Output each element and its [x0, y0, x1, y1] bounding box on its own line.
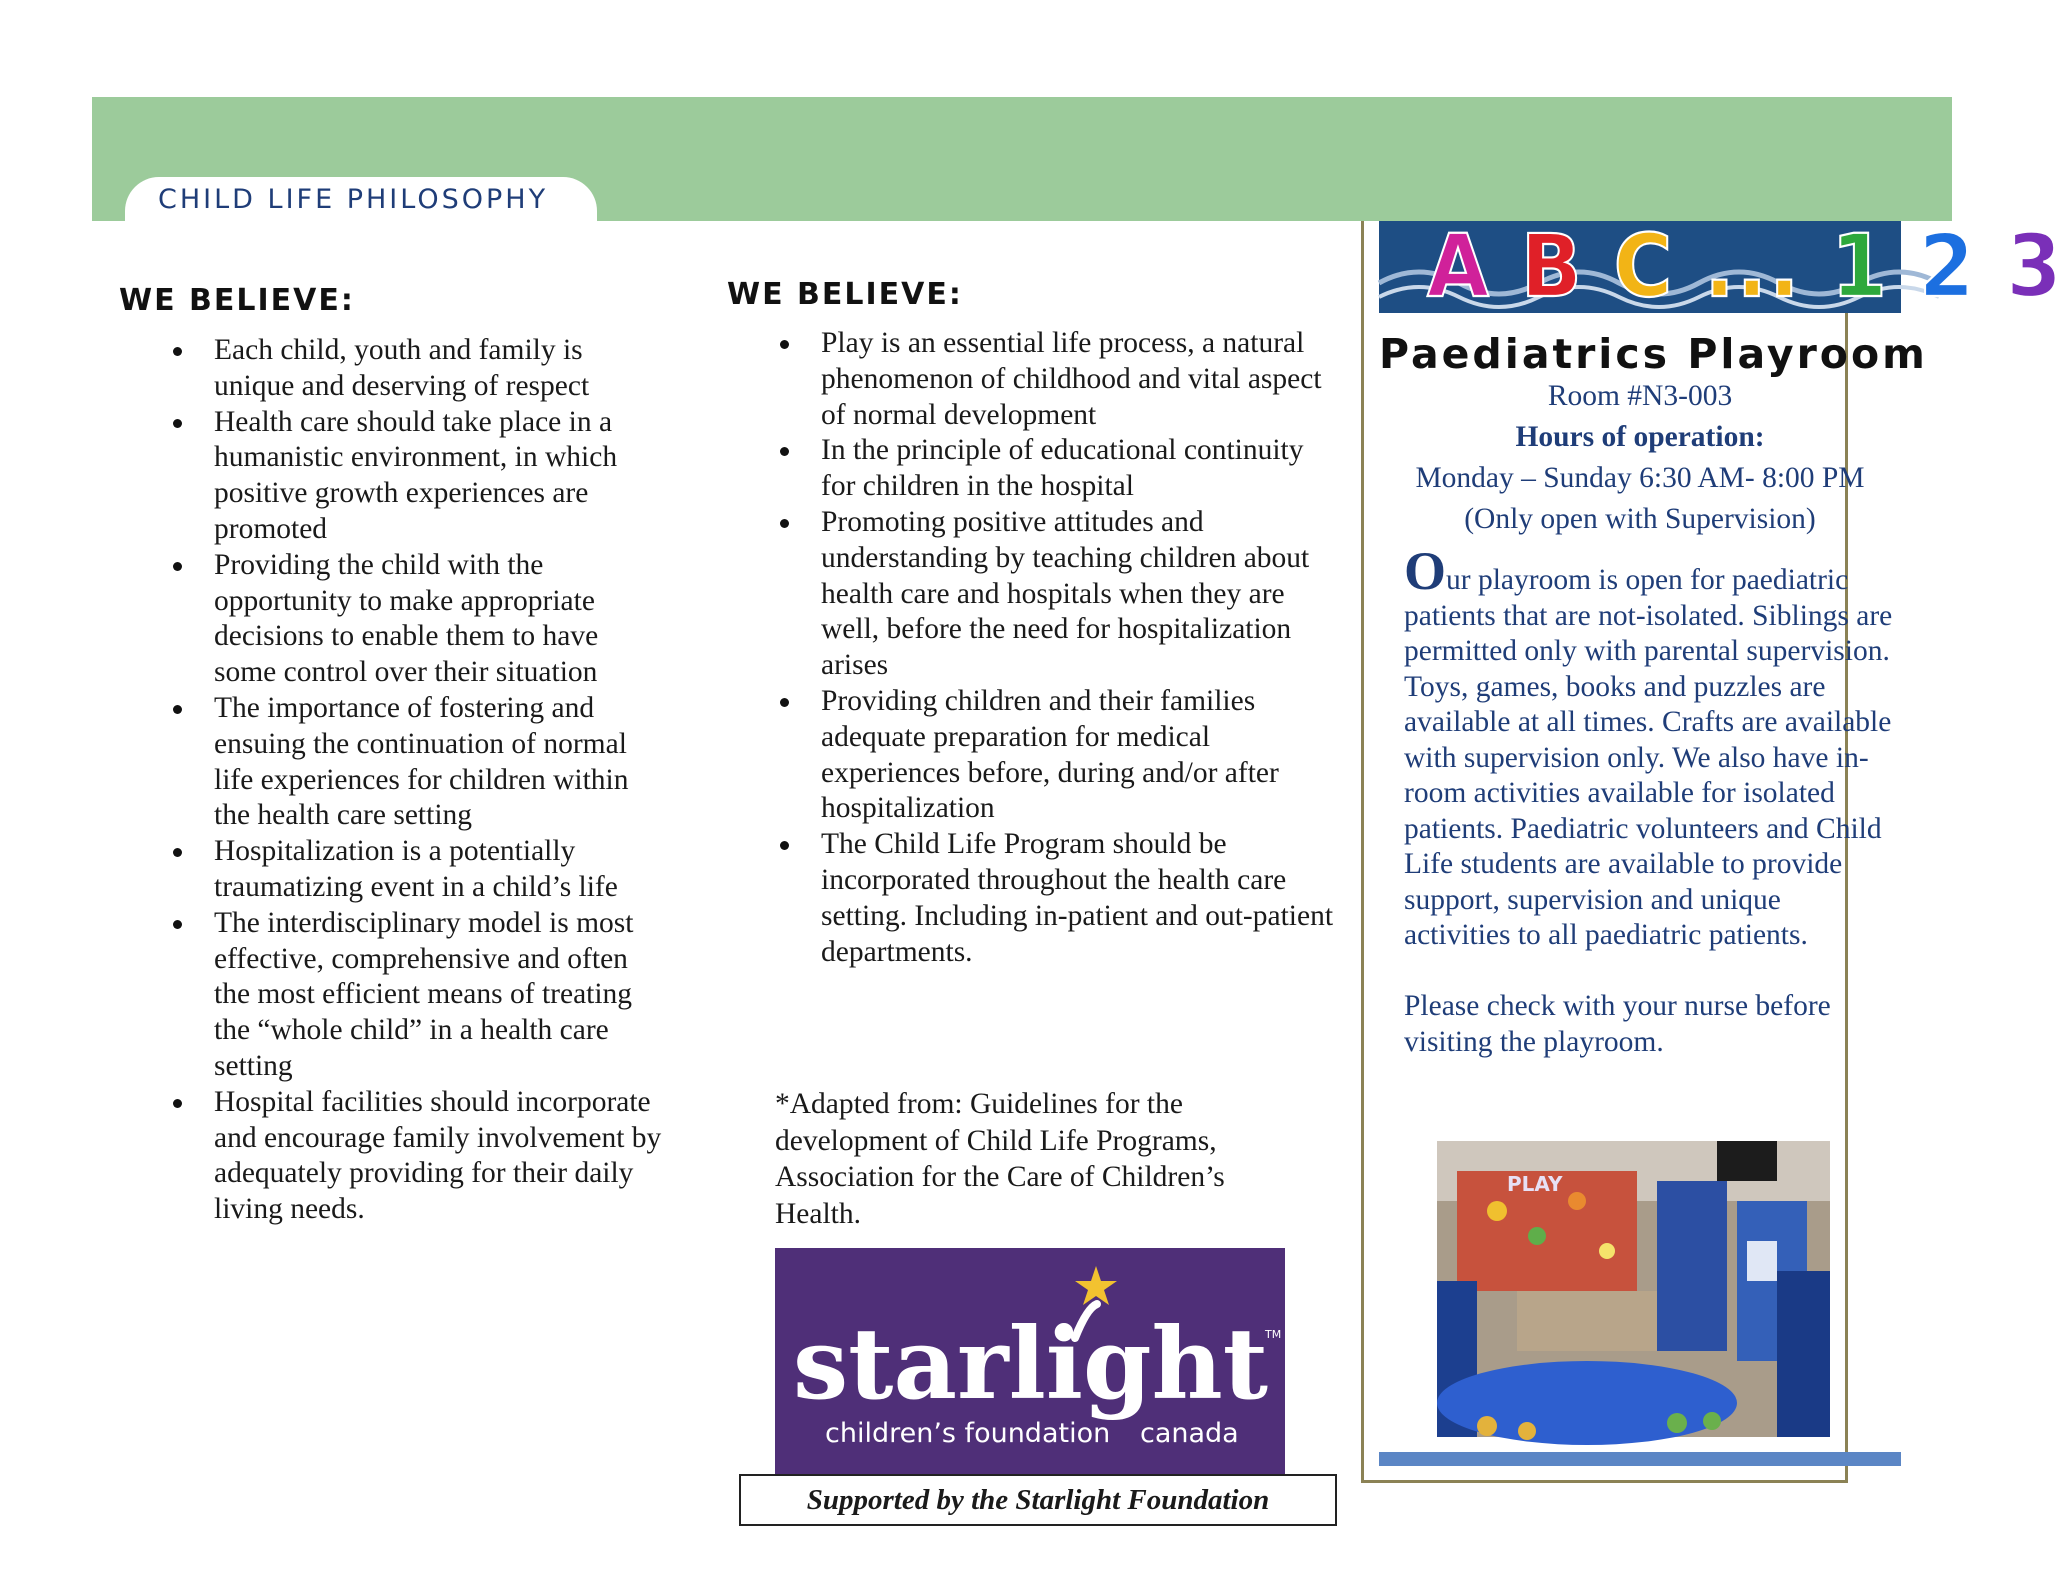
column1-bullet-list	[156, 333, 662, 1449]
logo-letter: 2	[1918, 216, 1977, 317]
logo-letter: 3	[2006, 216, 2064, 317]
starlight-tagline-right: canada	[1140, 1418, 1239, 1449]
starlight-tagline-left: children’s foundation	[825, 1418, 1111, 1449]
list-item: The Child Life Program should be incorporated throughout the health care setting. Including in-patient and out-patient departments.	[821, 827, 1341, 970]
photo-sign-text: PLAY	[1507, 1172, 1563, 1196]
supported-by-box: Supported by the Starlight Foundation	[739, 1474, 1337, 1526]
logo-letter: A	[1427, 216, 1491, 317]
playroom-description	[1404, 541, 1894, 1060]
room-number: Room #N3-003	[1547, 380, 1733, 412]
list-item: Promoting positive attitudes and understanding by teaching children about health care and hospitals when they are well, before the need for hospitalization arises	[821, 505, 1341, 684]
description-text: ur playroom is open for paediatric patients that are not-isolated. Siblings are permitted only with parental supervision. Toys, games, books and puzzles are available at all times. Crafts are available with supervision only. We also have in-room activities available for isolated patients. Paediatric volunteers and Child Life students are available to provide support, supervision and unique activities to all paediatric patients.	[1404, 564, 1893, 951]
abc-letters	[1427, 216, 2064, 317]
list-item: Providing children and their families adequate preparation for medical experiences before, during and/or after hospitalization	[821, 684, 1341, 827]
list-item: Play is an essential life process, a natural phenomenon of childhood and vital aspect of normal development	[821, 326, 1341, 433]
abc-123-logo	[1379, 216, 2064, 317]
logo-letter: ...	[1704, 216, 1802, 317]
column2-heading: WE BELIEVE:	[727, 277, 963, 312]
star-icon	[1075, 1266, 1117, 1305]
hours-note: (Only open with Supervision)	[1464, 503, 1816, 535]
column2-bullet-list	[763, 326, 1341, 970]
list-item: Hospital facilities should incorporate and encourage family involvement by adequately providing for their daily living needs.	[214, 1085, 662, 1228]
list-item: Providing the child with the opportunity to make appropriate decisions to enable them to have some control over their situation	[214, 548, 662, 691]
list-item: The importance of fostering and ensuing the continuation of normal life experiences for children within the health care setting	[214, 691, 662, 834]
starlight-logo	[775, 1248, 1285, 1474]
starlight-logo-graphic	[775, 1248, 1285, 1474]
dropcap: O	[1404, 541, 1447, 601]
adapted-from-note: *Adapted from: Guidelines for the development of Child Life Programs, Association for the Care of Children’s Health.	[775, 1088, 1225, 1230]
section-tab-label: CHILD LIFE PHILOSOPHY	[158, 184, 549, 215]
list-item: In the principle of educational continuity for children in the hospital	[821, 433, 1341, 505]
check-note: Please check with your nurse before visiting the playroom.	[1404, 990, 1831, 1058]
trademark-mark: TM	[1265, 1328, 1282, 1341]
list-item: Health care should take place in a humanistic environment, in which positive growth experiences are promoted	[214, 405, 662, 548]
starlight-wordmark: starlight	[793, 1307, 1269, 1422]
panel-footer-bar	[1379, 1452, 1901, 1466]
logo-letter: C	[1613, 216, 1675, 317]
list-item: The interdisciplinary model is most effective, comprehensive and often the most efficient means of treating the “whole child” in a health care setting	[214, 906, 662, 1085]
hours-value: Monday – Sunday 6:30 AM- 8:00 PM	[1415, 462, 1865, 494]
column1-heading: WE BELIEVE:	[119, 283, 355, 318]
logo-letter: 1	[1831, 216, 1889, 317]
playroom-photo-graphic	[1437, 1141, 1830, 1437]
list-item: Hospitalization is a potentially traumatizing event in a child’s life	[214, 834, 662, 906]
playroom-title: Paediatrics Playroom	[1379, 330, 1928, 378]
hours-label: Hours of operation:	[1515, 421, 1765, 453]
list-item: Each child, youth and family is unique and deserving of respect	[214, 333, 662, 405]
playroom-photo	[1437, 1141, 1830, 1437]
logo-letter: B	[1520, 216, 1584, 317]
